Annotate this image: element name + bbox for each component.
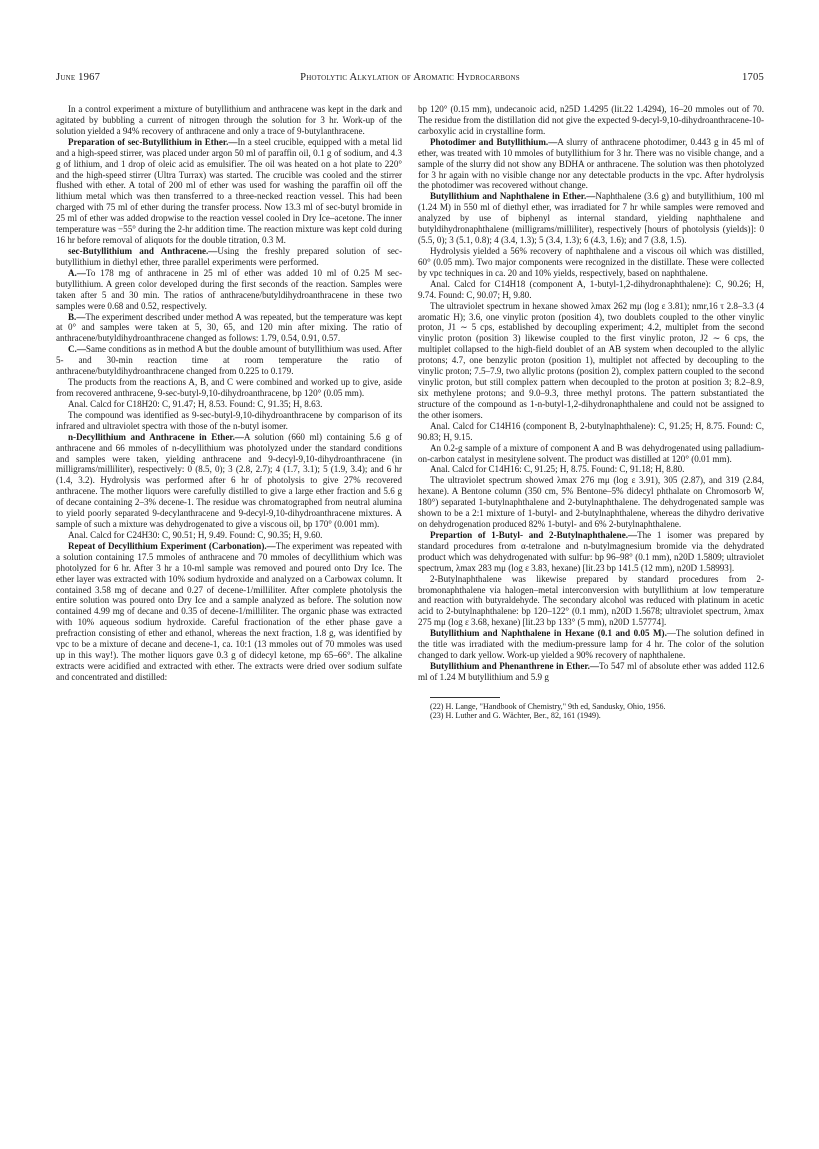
analysis-line [56, 530, 402, 541]
right-column [418, 104, 764, 721]
section-paragraph [56, 268, 402, 312]
paragraph-text: An 0.2-g sample of a mixture of component A and B was dehydrogenated using palladium-on-carbon catalyst in mesitylene solvent. The product was distilled at 120° (0.01 mm). [418, 442, 764, 464]
paragraph-text: 2-Butylnaphthalene was likewise prepared by standard procedures from 2-bromonaphthalene via halogen–metal interconversion with butyllithium at low temperature and reaction with butyraldehyde. The secondary alcohol was reduced with platinum in acetic acid to 2-butylnaphthalene: bp 120–122° (0.1 mm), n20D 1.5678; ultraviolet spectrum, λmax 275 mμ (log ε 3.68, hexane) [lit.23 bp 133° (5 mm), n20D 1.57774]. [418, 573, 764, 628]
section-heading: B.— [68, 311, 86, 322]
section-paragraph [56, 541, 402, 683]
body-paragraph [56, 377, 402, 399]
section-heading: Preparation of sec-Butyllithium in Ether.— [68, 136, 238, 147]
paragraph-text: Anal. Calcd for C14H16 (component B, 2-butylnaphthalene): C, 91.25; H, 8.75. Found: C, 90.83; H, 9.15. [418, 420, 764, 442]
footnote: (22) H. Lange, "Handbook of Chemistry," 9th ed, Sandusky, Ohio, 1956. [430, 701, 666, 711]
paragraph-text: The ultraviolet spectrum in hexane showed λmax 262 mμ (log ε 3.81); nmr,16 τ 2.8–3.3 (4 aromatic H); 3.6, one vinylic proton (position 4), two doublets coupled to the other vinylic proton, J1 ∼ 5 cps, established by decoupling experiment; 4.2, multiplet from the second vinylic proton (position 3) likewise coupled to the first vinylic proton, J2 ∼ 6 cps, the multiplet collapsed to the high-field doublet of an AB system when decoupled to the allylic protons; 4.7, one benzylic proton (position 1), multiplet not affected by decoupling to the vinylic proton; 7.5–7.9, two allylic protons (position 2), complex pattern coupled to the second vinylic proton, but still complex pattern when decoupled to the proton at position 3; 8.2–8.9, six methylene protons; and 9.0–9.3, three methyl protons. The pattern substantiated the structure of the compound as 1-n-butyl-1,2-dihydronaphthalene and could not be assigned to the other isomers. [418, 300, 764, 420]
section-paragraph [418, 530, 764, 574]
paragraph-text: Hydrolysis yielded a 56% recovery of naphthalene and a viscous oil which was distilled, 60° (0.05 mm). Two major components were recognized in the distillate. These were collected by vpc techniques in ca. 20 and 10% yields, respectively, based on naphthalene. [418, 245, 764, 278]
section-heading: Photodimer and Butyllithium.— [430, 136, 558, 147]
analysis-line [418, 279, 764, 301]
section-paragraph [56, 246, 402, 268]
header-page-number: 1705 [742, 72, 764, 83]
body-paragraph [418, 475, 764, 530]
body-paragraph [418, 574, 764, 629]
body-paragraph [56, 410, 402, 432]
paragraph-text: Using the freshly prepared solution of sec-butyllithium in diethyl ether, three parallel experiments were performed. [56, 245, 402, 267]
paragraph-text: The 1 isomer was prepared by standard procedures from α-tetralone and n-butylmagnesium bromide via the dehydrated product which was dehydrogenated with sulfur: bp 96–98° (0.1 mm), n20D 1.5809; ultraviolet spectrum, λmax 283 mμ (log ε 3.83, hexane) [lit.23 bp 141.5 (12 mm), n20D 1.58993]. [418, 529, 764, 573]
section-paragraph [418, 191, 764, 246]
paragraph-text: A solution (660 ml) containing 5.6 g of anthracene and 66 mmoles of n-decyllithium was photolyzed under the standard conditions and samples were taken, yielding anthracene and 9-decyl-9,10-dihydroanthracene (in milligrams/milliliter), respectively: 0 (8.5, 0); 3 (2.8, 2.7); 4 (1.7, 3.1); 5 (1.9, 3.4); and 6 hr (1.4, 3.2). Hydrolysis was performed after 6 hr of photolysis to give 27% recovered anthracene. The mother liquors were carefully distilled to give a large ether fraction and 5.6 g of decane containing 2–3% decene-1. The residue was chromatographed from neutral alumina to yield poorly separated 9-decylanthracene and 9-decyl-9,10-dihydroanthracene mixtures. A sample of such a mixture was dehydrogenated to give a viscous oil, bp 170° (0.001 mm). [56, 431, 402, 530]
paragraph-text: Same conditions as in method A but the double amount of butyllithium was used. After 5- and 30-min reaction time at room temperature the ratio of anthracene/butyldihydroanthracene changed from 0.225 to 0.179. [56, 344, 402, 377]
running-header [56, 72, 764, 88]
body-paragraph [418, 104, 764, 137]
section-heading: Butyllithium and Naphthalene in Ether.— [430, 191, 596, 202]
section-heading: sec-Butyllithium and Anthracene.— [68, 245, 218, 256]
paragraph-text: The products from the reactions A, B, and C were combined and worked up to give, aside from recovered anthracene, 9-sec-butyl-9,10-dihydroanthracene, bp 120° (0.05 mm). [56, 377, 402, 398]
section-heading: A.— [68, 267, 86, 278]
paragraph-text: Anal. Calcd for C24H30: C, 90.51; H, 9.49. Found: C, 90.35; H, 9.60. [68, 529, 323, 540]
paragraph-text: —The solution defined in the title was irradiated with the medium-pressure lamp for 4 hr. The color of the solution changed to dark yellow. Work-up yielded a 90% recovery of naphthalene. [418, 628, 764, 661]
section-heading: n-Decyllithium and Anthracene in Ether.— [68, 431, 244, 442]
section-paragraph [418, 661, 764, 683]
section-paragraph [56, 137, 402, 246]
left-column [56, 104, 402, 683]
body-paragraph [418, 443, 764, 465]
paragraph-text: bp 120° (0.15 mm), undecanoic acid, n25D 1.4295 (lit.22 1.4294), 16–20 mmoles out of 70. The residue from the distillation did not give the expected 9-decyl-9,10-dihydroanthracene-10-carboxylic acid in crystalline form. [418, 104, 764, 136]
section-paragraph [56, 312, 402, 345]
paragraph-text: The experiment was repeated with a solution containing 17.5 mmoles of anthracene and 70 mmoles of decyllithium which was photolyzed for 6 hr. After 3 hr a 10-ml sample was removed and poured onto Dry Ice. The ether layer was extracted with 10% sodium hydroxide and analyzed on a Carbowax column. It contained 3.58 mg of decane and 0.27 of decene-1/milliliter. After complete photolysis the entire solution was poured onto Dry Ice and a sample analyzed as before. The solution now contained 4.99 mg of decane and 0.35 of decene-1/milliliter. The organic phase was extracted with 10% aqueous sodium hydroxide. Careful fractionation of the ether phase gave a prefraction consisting of ether and ethanol, whereas the next fraction, 1.8 g, was identified by vpc to be a mixture of decane and decene-1, ca. 10:1 (13 mmoles out of 70 mmoles was used up in this way!). The mother liquors gave 0.3 g of didecyl ketone, mp 65–66°. The alkaline extracts were acidified and extracted with ether. The extracts were dried over sodium sulfate and concentrated and distilled: [56, 540, 402, 682]
paragraph-text: To 547 ml of absolute ether was added 112.6 ml of 1.24 M butyllithium and 5.9 g [418, 661, 764, 682]
body-paragraph [418, 246, 764, 279]
section-paragraph [56, 432, 402, 530]
section-paragraph [418, 137, 764, 192]
body-paragraph [56, 104, 402, 137]
section-heading: Butyllithium and Phenanthrene in Ether.— [430, 661, 599, 672]
section-heading: Prepartion of 1-Butyl- and 2-Butylnaphthalene.— [430, 529, 638, 540]
paragraph-text: In a control experiment a mixture of butyllithium and anthracene was kept in the dark and agitated by bubbling a current of nitrogen through the solution for 3 hr. Work-up of the solution yielded a 94% recovery of anthracene and only a trace of 9-butylanthracene. [56, 104, 402, 136]
paragraph-text: The experiment described under method A was repeated, but the temperature was kept at 0° and samples were taken at 5, 30, 65, and 120 min after mixing. The ratio of anthracene/butyldihydroanthracene changed as follows: 1.79, 0.54, 0.91, 0.57. [56, 311, 402, 344]
paragraph-text: In a steel crucible, equipped with a metal lid and a high-speed stirrer, was placed under argon 50 ml of paraffin oil, 0.1 g of sodium, and 4.3 g of lithium, and 1 drop of oleic acid as emulsifier. The oil was heated on a hot plate to 220° and the high-speed stirrer (Ultra Turrax) was started. The crucible was cooled and the stirrer flushed with ether. A total of 200 ml of ether was used for washing the paraffin oil off the lithium metal which was then transferred to a three-necked reaction vessel. This had been charged with 75 ml of ether during the transfer process. Now 13.3 ml of sec-butyl bromide in 25 ml of ether was added dropwise to the reaction vessel cooled in Dry Ice–acetone. The inner temperature was −55° during the 2-hr addition time. The reaction mixture was kept cold during 16 hr before removal of aliquots for the double titration, 0.3 M. [56, 136, 402, 246]
paragraph-text: Naphthalene (3.6 g) and butyllithium, 100 ml (1.24 M) in 550 ml of diethyl ether, was irradiated for 7 hr while samples were removed and analyzed by use of biphenyl as internal standard, yielding naphthalene and butyldihydronaphthalene (milligrams/milliliter), respectively [hours of photolysis (yields)]: 0 (5.5, 0); 3 (5.1, 0.8); 4 (3.4, 1.3); 5 (3.4, 1.3); 6 (4.3, 1.6); and 7 (3.8, 1.5). [418, 191, 764, 246]
footnote: (23) H. Luther and G. Wächter, Ber., 82, 161 (1949). [430, 711, 601, 721]
paragraph-text: Anal. Calcd for C18H20: C, 91.47; H, 8.53. Found: C, 91.35; H, 8.63. [68, 398, 323, 409]
section-paragraph [418, 628, 764, 661]
paragraph-text: To 178 mg of anthracene in 25 ml of ether was added 10 ml of 0.25 M sec-butyllithium. A green color developed during the first seconds of the reaction. Samples were taken after 5 and 30 min. The ratios of anthracene/butyldihydroanthracene in these two samples were 0.68 and 0.52, respectively. [56, 267, 402, 311]
paragraph-text: Anal. Calcd for C14H16: C, 91.25; H, 8.75. Found: C, 91.18; H, 8.80. [430, 464, 685, 475]
header-date: June 1967 [56, 72, 101, 83]
analysis-line [418, 464, 764, 475]
section-heading: C.— [68, 344, 86, 355]
section-heading: Repeat of Decyllithium Experiment (Carbonation).— [68, 540, 276, 551]
paragraph-text: A slurry of anthracene photodimer, 0.443 g in 45 ml of ether, was treated with 10 mmoles of butyllithium for 3 hr. There was no visible change, and a sample of the slurry did not show any BDHA or anthracene. The solution was then photolyzed for 3 hr again with no visible change nor any detectable products in the vpc. After hydrolysis the photodimer was recovered without change. [418, 136, 765, 191]
section-heading: Butyllithium and Naphthalene in Hexane (0.1 and 0.05 M). [430, 628, 667, 639]
paragraph-text: Anal. Calcd for C14H18 (component A, 1-butyl-1,2-dihydronaphthalene): C, 90.26; H, 9.74. Found: C, 90.07; H, 9.80. [418, 278, 764, 300]
paragraph-text: The ultraviolet spectrum showed λmax 276 mμ (log ε 3.91), 305 (2.87), and 319 (2.84, hexane). A Bentone column (350 cm, 5% Bentone–5% didecyl phthalate on Chromosorb W, 180°) separated 1-butylnaphthalene and 2-butylnaphthalene. The dehydrogenated sample was shown to be a 2:1 mixture of 1-butyl- and 2-butylnaphthalene, whereas the dihydro derivative on dehydrogenation produced 82% 1-butyl- and 6% 2-butylnaphthalene. [418, 475, 764, 530]
footnote-divider [430, 697, 500, 698]
body-paragraph [418, 301, 764, 421]
analysis-line [56, 399, 402, 410]
header-running-title: Photolytic Alkylation of Aromatic Hydrocarbons [300, 72, 520, 83]
analysis-line [418, 421, 764, 443]
section-paragraph [56, 344, 402, 377]
paragraph-text: The compound was identified as 9-sec-butyl-9,10-dihydroanthracene by comparison of its infrared and ultraviolet spectra with those of the n-butyl isomer. [56, 409, 402, 431]
